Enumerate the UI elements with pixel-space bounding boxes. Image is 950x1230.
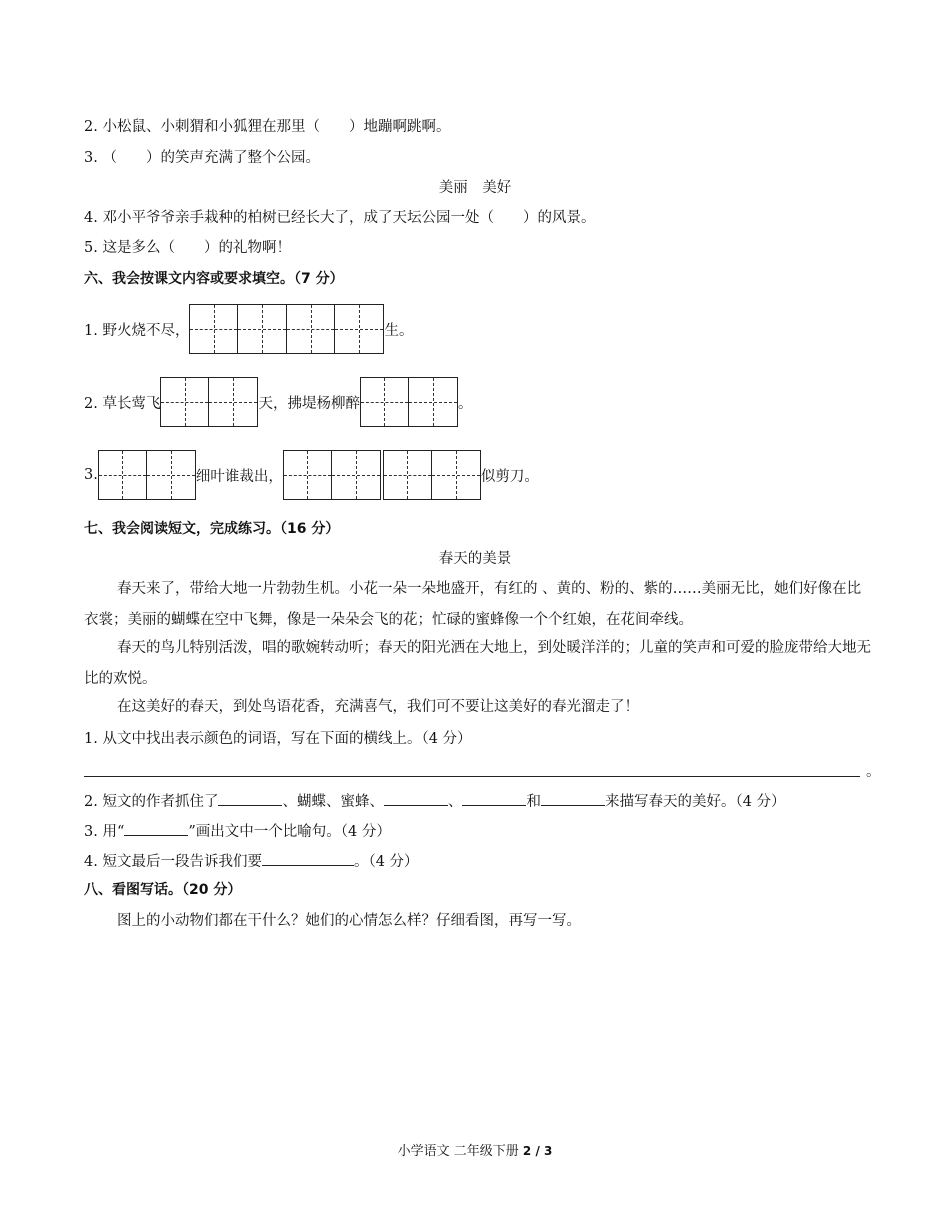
tian-grid-blank[interactable] (383, 450, 481, 500)
section-8-heading: 八、看图写话。（20 分） (84, 882, 242, 898)
question-7-1: 1. 从文中找出表示颜色的词语，写在下面的横线上。（4 分） (84, 731, 472, 747)
question-6-2-suffix: 。 (457, 395, 473, 412)
question-7-3-text-a: 3. 用“ (84, 824, 125, 840)
question-5-4: 4. 邓小平爷爷亲手栽种的柏树已经长大了，成了天坛公园一处（ ）的风景。 (84, 210, 596, 226)
question-6-2-prefix: 2. 草长莺飞 (84, 395, 161, 412)
question-7-2 (84, 790, 786, 812)
answer-blank[interactable] (541, 790, 605, 806)
word-choice-pair: 美丽 美好 (438, 180, 512, 196)
question-6-2 (84, 377, 472, 427)
tian-grid-blank[interactable] (287, 304, 384, 354)
answer-blank[interactable] (462, 790, 526, 806)
passage-paragraph-2: 春天的鸟儿特别活泼，唱的歌婉转动听；春天的阳光洒在大地上，到处暖洋洋的；儿童的笑声和可爱的脸庞带给大地无比的欢悦。 (84, 640, 871, 687)
answer-blank[interactable] (384, 790, 448, 806)
question-6-2-middle: 天，拂堤杨柳醉 (258, 395, 360, 412)
question-7-2-text-e: 来描写春天的美好。（4 分） (604, 794, 786, 810)
underline-sample (124, 820, 188, 836)
section-6-heading: 六、我会按课文内容或要求填空。（7 分） (84, 271, 344, 287)
question-7-4 (84, 850, 419, 872)
tian-grid-blank[interactable] (360, 377, 458, 427)
answer-blank[interactable] (218, 790, 282, 806)
answer-blank[interactable] (262, 850, 354, 866)
section-7-heading: 七、我会阅读短文，完成练习。（16 分） (84, 521, 340, 537)
question-5-5: 5. 这是多么（ ）的礼物啊！ (84, 240, 291, 256)
question-6-3-suffix: 似剪刀。 (480, 468, 539, 485)
writing-prompt: 图上的小动物们都在干什么？她们的心情怎么样？仔细看图，再写一写。 (117, 913, 581, 929)
question-5-2: 2. 小松鼠、小刺猬和小狐狸在那里（ ）地蹦啊跳啊。 (84, 119, 451, 135)
question-7-4-text-b: 。（4 分） (353, 854, 419, 870)
question-6-1 (84, 304, 413, 354)
question-6-1-suffix: 生。 (384, 322, 414, 339)
passage-paragraph-3: 在这美好的春天，到处鸟语花香，充满喜气，我们可不要让这美好的春光溜走了！ (117, 699, 639, 715)
question-5-3: 3. （ ）的笑声充满了整个公园。 (84, 150, 320, 166)
tian-grid-blank[interactable] (98, 450, 196, 500)
question-7-2-text-b: 、蝴蝶、蜜蜂、 (282, 794, 384, 810)
tian-grid-blank[interactable] (189, 304, 287, 354)
footer-page-number: 2 / 3 (522, 1144, 553, 1158)
question-7-2-text-c: 、 (447, 794, 463, 810)
answer-line-period: 。 (866, 764, 881, 780)
answer-line[interactable] (84, 760, 860, 777)
question-6-1-prefix: 1. 野火烧不尽， (84, 322, 190, 339)
question-7-4-text-a: 4. 短文最后一段告诉我们要 (84, 854, 262, 870)
footer-subject: 小学语文 二年级下册 (397, 1144, 519, 1159)
tian-grid-blank[interactable] (160, 377, 258, 427)
question-6-3-middle: 细叶谁裁出， (195, 468, 283, 485)
tian-grid-blank[interactable] (283, 450, 381, 500)
question-7-3 (84, 820, 391, 842)
question-7-2-text-d: 和 (526, 794, 541, 810)
passage-title: 春天的美景 (438, 551, 512, 567)
question-7-3-text-b: ”画出文中一个比喻句。（4 分） (188, 824, 391, 840)
question-6-3-prefix: 3. (84, 467, 98, 483)
page-footer (0, 1140, 950, 1159)
question-6-3 (84, 450, 539, 500)
passage-paragraph-1: 春天来了，带给大地一片勃勃生机。小花一朵一朵地盛开，有红的 、黄的、粉的、紫的……美丽无比，她们好像在比衣裳；美丽的蝴蝶在空中飞舞，像是一朵朵会飞的花；忙碌的蜜蜂像一个个红娘，在花间牵线。 (84, 581, 862, 628)
question-7-2-text-a: 2. 短文的作者抓住了 (84, 794, 219, 810)
